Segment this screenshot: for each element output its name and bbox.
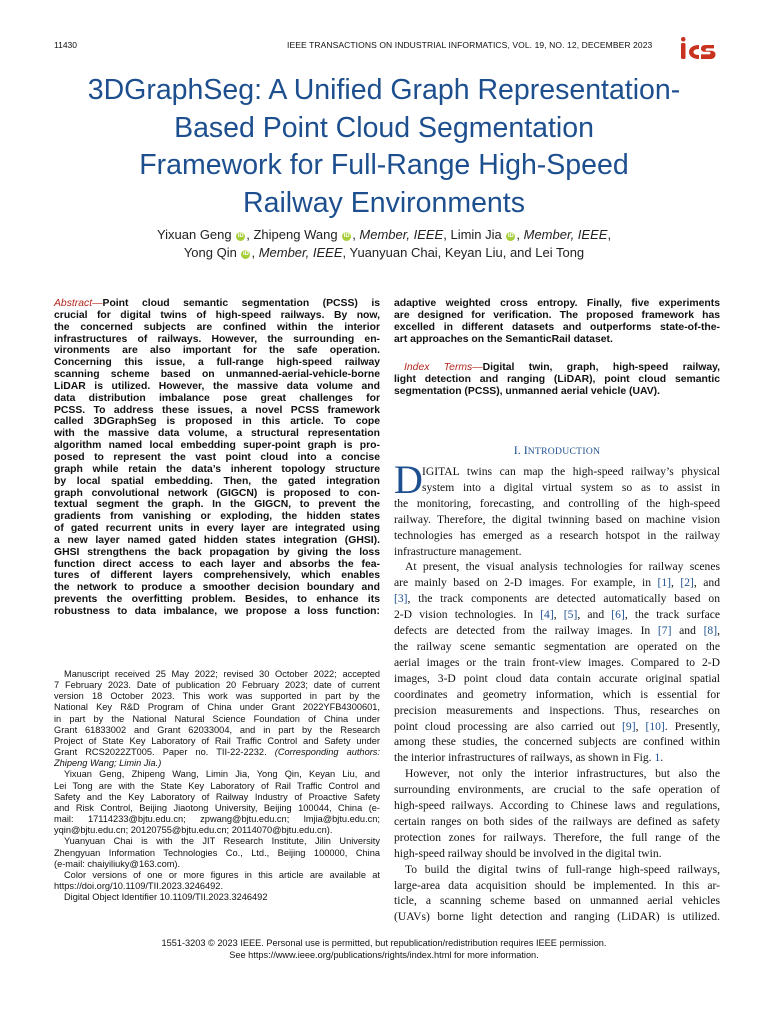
abstract-line: scanning scheme based on unmanned-aerial-vehicle-borne [54,369,380,381]
footnote-line: Safety and the Key Laboratory of Railway Industry of Proactive Safety [54,791,380,802]
citation-link[interactable]: [2] [680,576,694,590]
body-line: railway. Therefore, the digital twinning based on machine vision [394,512,720,526]
orcid-icon[interactable]: iD [343,233,350,239]
body-line: 2-D vision technologies. In [4], [5], and [6], the track surface [394,608,721,622]
footnote-line: Yixuan Geng, Zhipeng Wang, Limin Jia, Yong Qin, Keyan Liu, and [64,769,380,780]
figure-link[interactable]: 1 [654,751,661,765]
author-names-rest: Yuanyuan Chai, Keyan Liu, and Lei Tong [349,245,585,260]
body-line: (UAVs) borne light detection and ranging (LiDAR) is utilized. [394,910,720,924]
index-terms-line: light detection and ranging (LiDAR), point cloud semantic [394,373,720,385]
copyright-notice [40,938,728,961]
footnote-line: Grant RCS2022ZT005. Paper no. TII-22-2232. (Corresponding authors: [54,747,380,758]
doi-link[interactable]: https://doi.org/10.1109/TII.2023.3246492. [54,880,224,891]
citation-link[interactable]: [6] [611,608,625,622]
drop-cap: D [394,457,423,502]
body-line: defects are detected from the railway images. In [7] and [8], [394,624,720,638]
abstract-line: excelled in different datasets and outperforms state-of-the- [394,321,720,333]
abstract-line: infrastructures of railways. However, the surrounding en- [54,333,380,345]
abstract-line: a new layer named gated hidden states integration (GHSI). [54,534,380,546]
abstract-line: graph while retain the data’s inherent topology structure [54,463,380,475]
abstract-line: PCSS. To address these issues, a novel PCSS framework [54,404,380,416]
body-line: images, 3-D point cloud data contain accurate original spatial [394,671,720,685]
introduction-body [394,457,721,925]
title-line: Railway Environments [243,186,525,219]
ies-logo [681,37,717,59]
citation-link[interactable]: [7] [657,624,672,638]
section-heading [394,443,720,458]
member-label: Member, IEEE [258,245,343,260]
citation-link[interactable]: [9] [622,719,636,733]
index-terms-line: segmentation (PCSS), unmanned aerial vehicle (UAV). [394,385,660,397]
orcid-icon[interactable]: iD [507,233,514,239]
title-line: Based Point Cloud Segmentation [174,111,594,144]
author-line-2: Yong Qin iD , Member, IEEE, Yuanyuan Chai, Keyan Liu, and Lei Tong [183,245,585,260]
footnote-line: Zhengyuan Information Technologies Co., Ltd., Beijing 100000, China [54,847,380,858]
abstract-line: vironments are also important for the safe operation. [54,345,380,357]
abstract-line: data distribution imbalance pose great challenges for [54,392,380,404]
footnote-line: National Key R&D Program of China under Grant 2022YFB4300601, [54,702,380,713]
body-line: the interior infrastructures of railways, as shown in Fig. 1. [394,751,664,765]
abstract-line: with the massive data volume, a structural representation [54,428,380,440]
body-line: system into a digital virtual system so as to assist in [422,480,720,494]
footnote-line: Color versions of one or more figures in this article are available at [64,869,380,880]
citation-link[interactable]: [4] [540,608,554,622]
abstract-line: tures of different layers comprehensively, which enables [54,570,380,582]
digital-object-identifier: Digital Object Identifier 10.1109/TII.2023.3246492 [64,892,268,903]
abstract-line: GHSI strengthens the back propagation by giving the loss [54,546,380,558]
section-title-cap: I [523,443,528,457]
abstract-line: art approaches on the SemanticRail dataset. [394,333,613,345]
body-line: the railway scene semantic segmentation are operated on the [394,639,720,653]
footnote-line: in part by the National Natural Science Foundation of China under [54,713,380,724]
abstract-continued [394,298,720,345]
footnote-line: and Risk Control, Beijing Jiaotong University, Beijing 100044, China (e- [54,802,380,813]
abstract-line: prevents the overfitting problem. Besides, to enhance its [54,594,380,606]
abstract-line: the concerned subjects are confined within the interior [54,321,380,333]
abstract-line: robustness to data imbalance, we propose a loss function: [54,605,380,617]
body-line: large-area data acquisition should be implemented. In this ar- [394,878,720,892]
footnote-line: 7 February 2023. Date of publication 20 February 2023; date of current [54,680,380,691]
body-line: ticle, a scanning scheme based on unmanned aerial vehicles [394,894,720,908]
abstract-line: algorithm named local embedding super-point graph is pro- [54,440,380,452]
paper-title [40,72,728,222]
abstract-line: called 3DGraphSeg is proposed in this article. To cope [54,416,380,428]
body-line: IGITAL twins can map the high-speed railway’s physical [422,465,720,478]
corresponding-names: Zhipeng Wang; Limin Jia.) [54,758,162,769]
index-terms [394,362,720,398]
body-line: To build the digital twins of full-range high-speed railways, [405,862,720,876]
body-line: At present, the visual analysis technologies for railway scenes [405,560,720,574]
abstract-label: Abstract— [54,298,103,309]
body-line: the monitoring, forecasting, and controlling of the high-speed [394,496,720,510]
rights-link[interactable]: See https://www.ieee.org/publications/rights/index.html for more information. [229,949,539,960]
body-line: are mainly based on 2-D images. For example, in [1], [2], and [394,576,720,590]
body-line: coordinates and geometry information, which is essential for [394,687,720,701]
index-terms-line: Index Terms—Digital twin, graph, high-speed railway, [404,362,720,373]
abstract-line: of gated recurrent units in every layer are integrated using [54,523,380,535]
citation-link[interactable]: [8] [703,624,718,638]
abstract-line: function direct access to each layer and absorbs the fea- [54,558,380,570]
journal-header: IEEE TRANSACTIONS ON INDUSTRIAL INFORMATICS, VOL. 19, NO. 12, DECEMBER 2023 [287,40,653,50]
citation-link[interactable]: [1] [657,576,672,590]
body-line: point cloud processing are also carried out [9], [10]. Presently, [394,719,720,733]
index-terms-label: Index Terms— [404,362,483,373]
corresponding-authors: (Corresponding authors: [274,747,380,758]
footnote-line: Project of State Key Laboratory of Rail Traffic Control and Safety under [54,735,380,746]
footnote-line: mail: 17114233@bjtu.edu.cn; zpwang@bjtu.edu.cn; lmjia@bjtu.edu.cn; [54,814,380,825]
page-number: 11430 [54,40,78,50]
footnote-line: Lei Tong are with the State Key Laboratory of Rail Traffic Control and [54,780,380,791]
abstract-line: Concerning this issue, a full-range high-speed railway [54,357,380,369]
abstract-line: the network to produce a smoother decision boundary and [54,582,380,594]
footnote-line: (e-mail: chaiyiliuky@163.com). [54,858,181,869]
body-line: high-speed railway should be involved in the digital twin. [394,846,662,860]
footnote-line: yqin@bjtu.edu.cn; 20120755@bjtu.edu.cn; 20114070@bjtu.edu.cn). [54,825,333,836]
citation-link[interactable]: [10] [645,719,665,733]
body-line: However, not only the interior infrastructures, but also the [405,767,720,781]
author-name: Yong Qin [183,245,237,260]
title-line: 3DGraphSeg: A Unified Graph Representation- [87,74,681,106]
citation-link[interactable]: [5] [563,608,578,622]
section-title-rest: NTRODUCTION [527,446,601,457]
body-line: among these studies, the concerned subjects are confined within [394,735,720,749]
footnote-line: Grant 61833002 and Grant 62033004, and in part by the Research [54,724,380,735]
body-line: technologies has emerged as a research hotspot in the railway [394,528,720,542]
author-name: Limin Jia [450,227,502,242]
abstract-line: are designed for verification. The proposed framework has [394,309,720,321]
author-line-1: Yixuan Geng iD , Zhipeng Wang iD , Member, IEEE, Limin Jia iD , Member, IEEE, [156,227,612,242]
abstract-line: adaptive weighted cross entropy. Finally, five experiments [394,298,720,309]
body-line: surrounding environments, are crucial to the safe operation of [394,783,720,797]
title-line: Framework for Full-Range High-Speed [139,149,629,181]
body-line: certain ranges on both sides of the railways are defined as safety [394,814,720,828]
abstract-line: posed to represent the vast point cloud into a concise [54,451,380,463]
footnote-line: version 18 October 2023. This work was supported in part by the [54,691,380,702]
body-line: aerial images or the train front-view images. Compared to 2-D [394,655,720,669]
member-label: Member, IEEE [523,227,608,242]
body-line: precision measurements and inspections. Thus, researches on [394,703,720,717]
footnotes [54,669,380,903]
author-name: Zhipeng Wang [253,227,338,242]
abstract-line: Abstract—Point cloud semantic segmentation (PCSS) is [54,298,380,309]
section-number: I. [513,443,521,457]
citation-link[interactable]: [3] [394,592,408,606]
body-line: infrastructure management. [394,544,522,558]
orcid-icon[interactable]: iD [237,233,244,239]
abstract-line: LiDAR is utilized. However, the massive data volume and [54,380,380,392]
abstract-line: graph convolutional network (GIGCN) is proposed to con- [54,487,380,499]
abstract-line: crucial for digital twins of high-speed railways. By now, [54,309,380,321]
author-name: Yixuan Geng [156,227,232,242]
abstract-line: textual segment the graph. In the GIGCN, to prevent the [54,499,380,511]
orcid-icon[interactable]: iD [242,251,249,257]
footnote-line: Yuanyuan Chai is with the JIT Research Institute, Jilin University [64,836,380,847]
copyright-line: 1551-3203 © 2023 IEEE. Personal use is permitted, but republication/redistribution requires IEEE permission. [161,938,607,948]
member-label: Member, IEEE [359,227,444,242]
body-line: protection zones for railways. Therefore, the full range of the [394,830,720,844]
body-line: [3], the track components are detected automatically based on [394,592,720,606]
abstract-line: by local spatial embedding. Then, the gated integration [54,475,380,487]
body-line: high-speed railways. According to Chinese laws and regulations, [394,799,720,813]
abstract [54,298,380,618]
abstract-line: gradients from vanishing or exploding, the hidden states [54,511,380,523]
footnote-line: Manuscript received 25 May 2022; revised 30 October 2022; accepted [64,669,380,679]
